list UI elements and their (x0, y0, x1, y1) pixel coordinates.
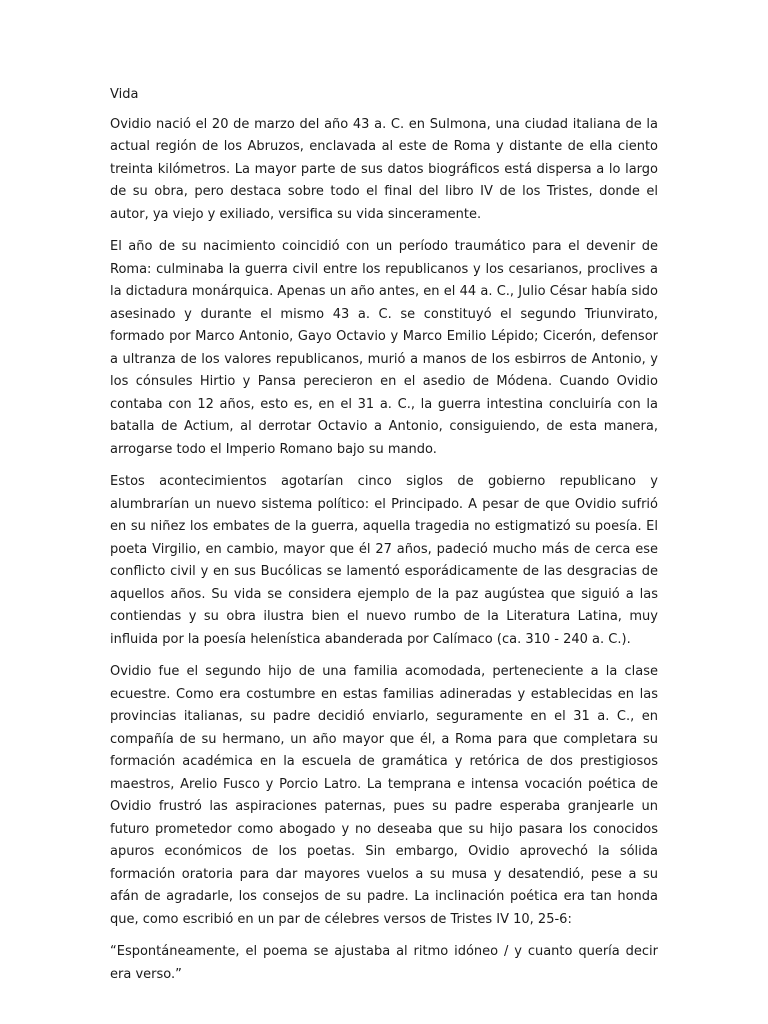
section-heading: Vida (110, 87, 139, 102)
paragraph-birth: Ovidio nació el 20 de marzo del año 43 a. C. en Sulmona, una ciudad italiana de la actual región de los Abruzos, enclavada al este de Roma y distante de ella ciento treinta kilómetros. La mayor parte de sus datos biográficos está dispersa a lo largo de su obra, pero destaca sobre todo el final del libro IV de los Tristes, donde el autor, ya viejo y exiliado, versifica su vida sinceramente. (110, 116, 658, 222)
document-page (110, 84, 658, 996)
paragraph-historical-context: El año de su nacimiento coincidió con un período traumático para el devenir de Roma: culminaba la guerra civil entre los republicanos y los cesarianos, proclives a la dictadura monárquica. Apenas un año antes, en el 44 a. C., Julio César había sido asesinado y durante el mismo 43 a. C. se constituyó el segundo Triunvirato, formado por Marco Antonio, Gayo Octavio y Marco Emilio Lépido; Cicerón, defensor a ultranza de los valores republicanos, murió a manos de los esbirros de Antonio, y los cónsules Hirtio y Pansa perecieron en el asedio de Módena. Cuando Ovidio contaba con 12 años, esto es, en el 31 a. C., la guerra intestina concluiría con la batalla de Actium, al derrotar Octavio a Antonio, consiguiendo, de esta manera, arrogarse todo el Imperio Romano bajo su mando. (110, 239, 658, 457)
paragraph-family-education: Ovidio fue el segundo hijo de una familia acomodada, perteneciente a la clase ecuestre. Como era costumbre en estas familias adineradas y establecidas en las provincias italianas, su padre decidió enviarlo, seguramente en el 31 a. C., en compañía de su hermano, un año mayor que él, a Roma para que completara su formación académica en la escuela de gramática y retórica de dos prestigiosos maestros, Arelio Fusco y Porcio Latro. La temprana e intensa vocación poética de Ovidio frustró las aspiraciones paternas, pues su padre esperaba granjearle un futuro prometedor como abogado y no deseaba que su hijo pasara los conocidos apuros económicos de los poetas. Sin embargo, Ovidio aprovechó la sólida formación oratoria para dar mayores vuelos a su musa y desatendió, pese a su afán de agradarle, los consejos de su padre. La inclinación poética era tan honda que, como escribió en un par de célebres versos de Tristes IV 10, 25-6: (110, 664, 658, 927)
paragraph-quote: “Espontáneamente, el poema se ajustaba al ritmo idóneo / y cuanto quería decir era verso.” (110, 944, 658, 982)
paragraph-principate: Estos acontecimientos agotarían cinco siglos de gobierno republicano y alumbrarían un nuevo sistema político: el Principado. A pesar de que Ovidio sufrió en su niñez los embates de la guerra, aquella tragedia no estigmatizó su poesía. El poeta Virgilio, en cambio, mayor que él 27 años, padeció mucho más de cerca ese conflicto civil y en sus Bucólicas se lamentó esporádicamente de las desgracias de aquellos años. Su vida se considera ejemplo de la paz augústea que siguió a las contiendas y su obra ilustra bien el nuevo rumbo de la Literatura Latina, muy influida por la poesía helenística abanderada por Calímaco (ca. 310 - 240 a. C.). (110, 474, 658, 647)
